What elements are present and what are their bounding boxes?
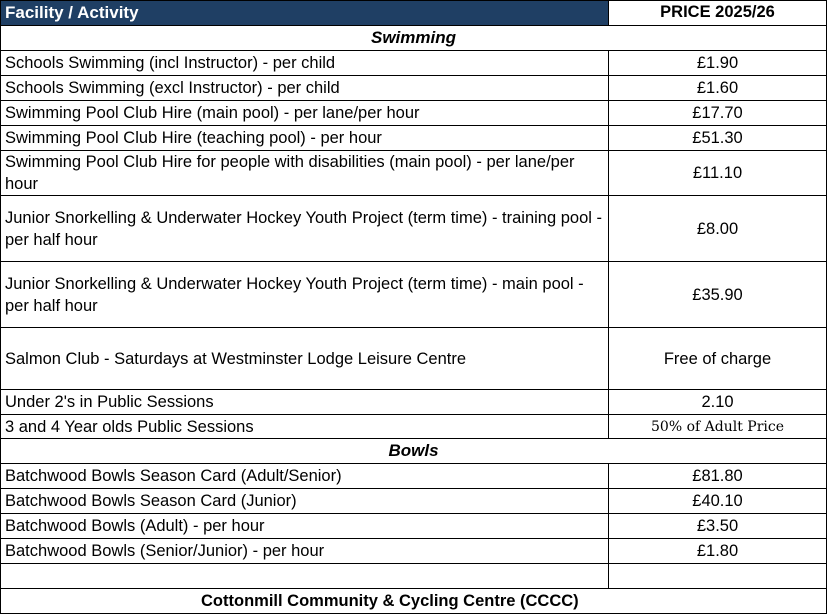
row-label: 3 and 4 Year olds Public Sessions — [1, 415, 609, 439]
table-row — [1, 196, 827, 262]
section-header-bowls — [1, 439, 827, 464]
row-price: £1.90 — [609, 51, 827, 76]
empty-cell — [609, 564, 827, 589]
table-row — [1, 415, 827, 439]
table-row — [1, 539, 827, 564]
row-label: Batchwood Bowls (Senior/Junior) - per hour — [1, 539, 609, 564]
table-row — [1, 390, 827, 415]
row-label: Swimming Pool Club Hire (teaching pool) - per hour — [1, 126, 609, 151]
row-price: 2.10 — [609, 390, 827, 415]
row-label: Junior Snorkelling & Underwater Hockey Youth Project (term time) - main pool - per half hour — [1, 262, 609, 328]
row-label: Junior Snorkelling & Underwater Hockey Youth Project (term time) - training pool - per half hour — [1, 196, 609, 262]
table-row — [1, 151, 827, 196]
table-row — [1, 126, 827, 151]
table-row — [1, 76, 827, 101]
row-price: £17.70 — [609, 101, 827, 126]
row-price: £8.00 — [609, 196, 827, 262]
header-facility-activity: Facility / Activity — [1, 1, 609, 26]
section-header-swimming — [1, 26, 827, 51]
section-title: Swimming — [1, 26, 827, 51]
table-row — [1, 489, 827, 514]
empty-row — [1, 564, 827, 589]
table-row — [1, 328, 827, 390]
row-price: £81.80 — [609, 464, 827, 489]
row-price: 50% of Adult Price — [609, 415, 827, 439]
row-label: Swimming Pool Club Hire (main pool) - per lane/per hour — [1, 101, 609, 126]
row-label: Salmon Club - Saturdays at Westminster Lodge Leisure Centre — [1, 328, 609, 390]
row-price: Free of charge — [609, 328, 827, 390]
section-header-cutoff — [1, 589, 827, 614]
table-row — [1, 101, 827, 126]
section-title: Bowls — [1, 439, 827, 464]
header-price: PRICE 2025/26 — [609, 1, 827, 26]
table-row — [1, 514, 827, 539]
row-label: Batchwood Bowls (Adult) - per hour — [1, 514, 609, 539]
row-price: £35.90 — [609, 262, 827, 328]
row-label: Batchwood Bowls Season Card (Adult/Senior) — [1, 464, 609, 489]
row-price: £11.10 — [609, 151, 827, 196]
table-row — [1, 51, 827, 76]
empty-cell — [1, 564, 609, 589]
cut-off-section-title: Cottonmill Community & Cycling Centre (CCCC) — [1, 589, 827, 614]
row-price: £40.10 — [609, 489, 827, 514]
row-label: Batchwood Bowls Season Card (Junior) — [1, 489, 609, 514]
table-header-row — [1, 1, 827, 26]
row-price: £1.80 — [609, 539, 827, 564]
row-label: Schools Swimming (incl Instructor) - per child — [1, 51, 609, 76]
table-row — [1, 464, 827, 489]
row-label: Swimming Pool Club Hire for people with disabilities (main pool) - per lane/per hour — [1, 151, 609, 196]
row-label: Under 2's in Public Sessions — [1, 390, 609, 415]
table-row — [1, 262, 827, 328]
row-price: £51.30 — [609, 126, 827, 151]
row-price: £1.60 — [609, 76, 827, 101]
row-label: Schools Swimming (excl Instructor) - per child — [1, 76, 609, 101]
row-price: £3.50 — [609, 514, 827, 539]
